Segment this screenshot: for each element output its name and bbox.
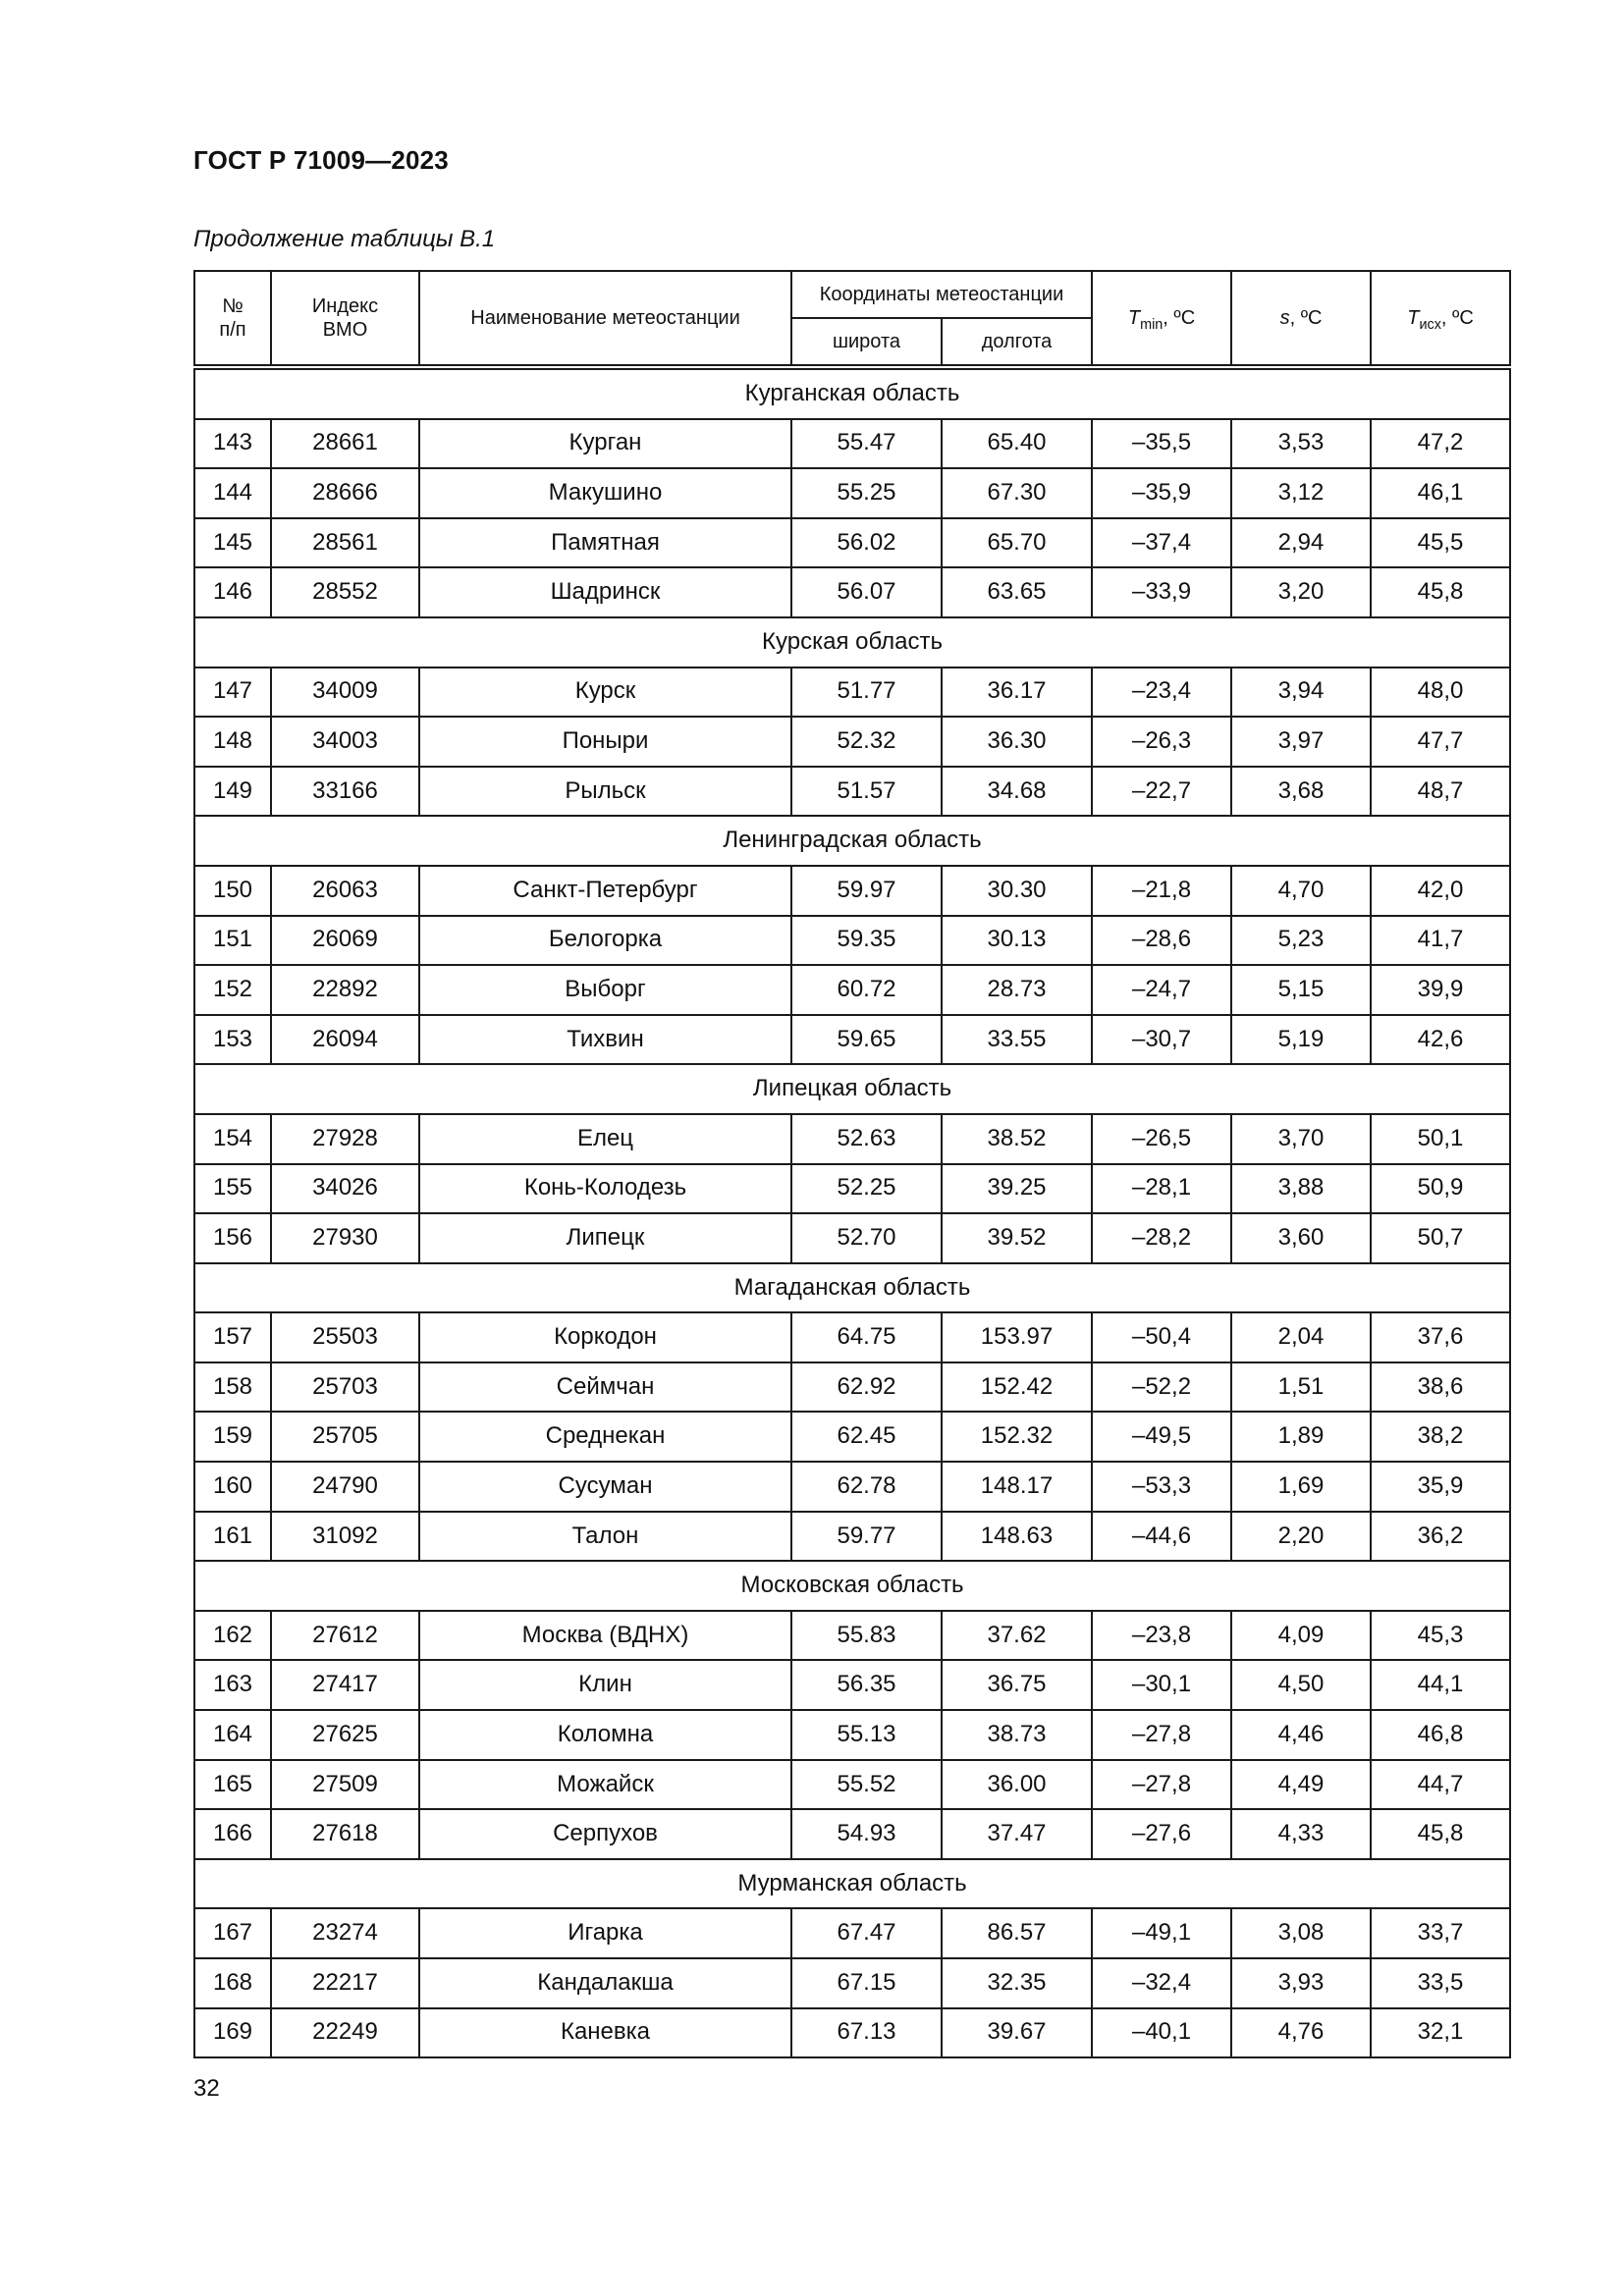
cell-latitude: 55.13 [791,1710,942,1760]
cell-tisx: 41,7 [1371,916,1510,966]
cell-num: 167 [194,1908,271,1958]
cell-index: 26069 [271,916,419,966]
cell-longitude: 32.35 [942,1958,1092,2008]
cell-tmin: –37,4 [1092,518,1231,568]
cell-latitude: 52.32 [791,717,942,767]
cell-index: 34003 [271,717,419,767]
cell-tmin: –23,4 [1092,667,1231,718]
header-num: № п/п [194,271,271,367]
cell-latitude: 55.47 [791,419,942,469]
table-row [194,1312,1510,1362]
cell-latitude: 54.93 [791,1809,942,1859]
cell-latitude: 51.77 [791,667,942,718]
cell-station-name: Серпухов [419,1809,791,1859]
cell-tisx: 46,1 [1371,468,1510,518]
cell-tisx: 42,6 [1371,1015,1510,1065]
table-row [194,916,1510,966]
cell-station-name: Белогорка [419,916,791,966]
table-row [194,1015,1510,1065]
cell-longitude: 34.68 [942,767,1092,817]
cell-tisx: 44,7 [1371,1760,1510,1810]
header-tmin: $T_{min}$, ºC [1092,271,1231,367]
cell-tisx: 48,7 [1371,767,1510,817]
cell-s: 4,76 [1231,2008,1371,2058]
cell-tisx: 37,6 [1371,1312,1510,1362]
cell-num: 163 [194,1660,271,1710]
cell-tmin: –26,5 [1092,1114,1231,1164]
cell-s: 5,15 [1231,965,1371,1015]
cell-tisx: 44,1 [1371,1660,1510,1710]
cell-tisx: 36,2 [1371,1512,1510,1562]
cell-station-name: Сеймчан [419,1362,791,1413]
cell-index: 28552 [271,567,419,617]
cell-s: 4,09 [1231,1611,1371,1661]
cell-index: 27417 [271,1660,419,1710]
cell-s: 3,60 [1231,1213,1371,1263]
cell-index: 33166 [271,767,419,817]
cell-num: 149 [194,767,271,817]
header-latitude: широта [791,318,942,367]
header-station-name: Наименование метеостанции [419,271,791,367]
cell-num: 145 [194,518,271,568]
table-row [194,1512,1510,1562]
header-s: s, ºC [1231,271,1371,367]
cell-tisx: 47,7 [1371,717,1510,767]
cell-index: 22892 [271,965,419,1015]
cell-tmin: –50,4 [1092,1312,1231,1362]
cell-station-name: Игарка [419,1908,791,1958]
cell-index: 31092 [271,1512,419,1562]
cell-latitude: 59.97 [791,866,942,916]
cell-tisx: 35,9 [1371,1462,1510,1512]
table-row [194,1958,1510,2008]
region-name: Курская область [194,617,1510,667]
cell-latitude: 62.45 [791,1412,942,1462]
cell-tmin: –27,8 [1092,1710,1231,1760]
cell-index: 24790 [271,1462,419,1512]
table-row [194,1462,1510,1512]
cell-s: 3,12 [1231,468,1371,518]
cell-longitude: 38.52 [942,1114,1092,1164]
cell-index: 28666 [271,468,419,518]
cell-tmin: –28,6 [1092,916,1231,966]
cell-latitude: 56.02 [791,518,942,568]
cell-s: 4,50 [1231,1660,1371,1710]
cell-num: 165 [194,1760,271,1810]
cell-tmin: –35,9 [1092,468,1231,518]
cell-longitude: 33.55 [942,1015,1092,1065]
cell-latitude: 60.72 [791,965,942,1015]
cell-station-name: Кандалакша [419,1958,791,2008]
cell-latitude: 51.57 [791,767,942,817]
table-row [194,1760,1510,1810]
cell-tisx: 45,3 [1371,1611,1510,1661]
cell-longitude: 148.17 [942,1462,1092,1512]
cell-tisx: 38,2 [1371,1412,1510,1462]
cell-tisx: 39,9 [1371,965,1510,1015]
cell-index: 25703 [271,1362,419,1413]
cell-tmin: –49,1 [1092,1908,1231,1958]
cell-s: 1,89 [1231,1412,1371,1462]
cell-tisx: 45,8 [1371,567,1510,617]
cell-longitude: 148.63 [942,1512,1092,1562]
cell-latitude: 59.77 [791,1512,942,1562]
cell-s: 4,46 [1231,1710,1371,1760]
cell-longitude: 30.30 [942,866,1092,916]
cell-latitude: 67.13 [791,2008,942,2058]
cell-s: 4,70 [1231,866,1371,916]
cell-tmin: –24,7 [1092,965,1231,1015]
cell-s: 2,94 [1231,518,1371,568]
cell-longitude: 37.47 [942,1809,1092,1859]
cell-longitude: 37.62 [942,1611,1092,1661]
cell-tisx: 50,9 [1371,1164,1510,1214]
table-row [194,1362,1510,1413]
document-header: ГОСТ Р 71009—2023 [193,145,449,175]
region-row [194,617,1510,667]
region-row [194,1263,1510,1313]
table-row [194,1660,1510,1710]
stations-table [193,270,1511,2058]
cell-s: 4,49 [1231,1760,1371,1810]
cell-s: 3,97 [1231,717,1371,767]
cell-latitude: 52.63 [791,1114,942,1164]
cell-station-name: Курган [419,419,791,469]
cell-tmin: –49,5 [1092,1412,1231,1462]
cell-s: 3,08 [1231,1908,1371,1958]
table-row [194,419,1510,469]
cell-station-name: Курск [419,667,791,718]
cell-longitude: 39.52 [942,1213,1092,1263]
cell-index: 27618 [271,1809,419,1859]
cell-index: 25705 [271,1412,419,1462]
cell-longitude: 36.75 [942,1660,1092,1710]
cell-num: 169 [194,2008,271,2058]
region-row [194,1561,1510,1611]
cell-num: 146 [194,567,271,617]
table-row [194,2008,1510,2058]
cell-s: 2,04 [1231,1312,1371,1362]
cell-station-name: Коломна [419,1710,791,1760]
table-row [194,1809,1510,1859]
cell-num: 156 [194,1213,271,1263]
table-row [194,518,1510,568]
cell-station-name: Каневка [419,2008,791,2058]
cell-longitude: 65.70 [942,518,1092,568]
cell-longitude: 28.73 [942,965,1092,1015]
cell-longitude: 38.73 [942,1710,1092,1760]
cell-s: 1,69 [1231,1462,1371,1512]
cell-index: 28661 [271,419,419,469]
cell-latitude: 56.07 [791,567,942,617]
cell-s: 4,33 [1231,1809,1371,1859]
cell-num: 168 [194,1958,271,2008]
cell-num: 154 [194,1114,271,1164]
cell-index: 25503 [271,1312,419,1362]
cell-s: 3,70 [1231,1114,1371,1164]
cell-station-name: Можайск [419,1760,791,1810]
cell-station-name: Конь-Колодезь [419,1164,791,1214]
region-row [194,1859,1510,1909]
cell-num: 160 [194,1462,271,1512]
cell-station-name: Тихвин [419,1015,791,1065]
cell-tisx: 50,1 [1371,1114,1510,1164]
cell-tmin: –23,8 [1092,1611,1231,1661]
cell-num: 152 [194,965,271,1015]
cell-latitude: 56.35 [791,1660,942,1710]
region-name: Мурманская область [194,1859,1510,1909]
cell-s: 5,23 [1231,916,1371,966]
region-name: Магаданская область [194,1263,1510,1313]
cell-tmin: –35,5 [1092,419,1231,469]
cell-latitude: 67.15 [791,1958,942,2008]
cell-latitude: 52.70 [791,1213,942,1263]
table-row [194,767,1510,817]
table-row [194,866,1510,916]
cell-num: 144 [194,468,271,518]
cell-num: 143 [194,419,271,469]
cell-tmin: –28,2 [1092,1213,1231,1263]
cell-s: 3,94 [1231,667,1371,718]
cell-tisx: 45,8 [1371,1809,1510,1859]
table-row [194,1412,1510,1462]
cell-index: 27625 [271,1710,419,1760]
header-tisx: $T_{исх}$, ºC [1371,271,1510,367]
cell-index: 26094 [271,1015,419,1065]
cell-tmin: –21,8 [1092,866,1231,916]
table-row [194,1164,1510,1214]
cell-num: 151 [194,916,271,966]
cell-station-name: Клин [419,1660,791,1710]
cell-latitude: 59.35 [791,916,942,966]
cell-s: 3,93 [1231,1958,1371,2008]
table-row [194,667,1510,718]
cell-station-name: Талон [419,1512,791,1562]
cell-num: 157 [194,1312,271,1362]
cell-latitude: 55.25 [791,468,942,518]
cell-longitude: 86.57 [942,1908,1092,1958]
region-name: Курганская область [194,367,1510,419]
table-row [194,1611,1510,1661]
cell-index: 34009 [271,667,419,718]
cell-station-name: Поныри [419,717,791,767]
cell-index: 27509 [271,1760,419,1810]
cell-tmin: –33,9 [1092,567,1231,617]
region-name: Ленинградская область [194,816,1510,866]
table-row [194,1114,1510,1164]
cell-tisx: 47,2 [1371,419,1510,469]
cell-index: 27930 [271,1213,419,1263]
cell-s: 3,53 [1231,419,1371,469]
cell-longitude: 36.17 [942,667,1092,718]
cell-station-name: Санкт-Петербург [419,866,791,916]
cell-s: 3,20 [1231,567,1371,617]
cell-longitude: 152.42 [942,1362,1092,1413]
cell-station-name: Среднекан [419,1412,791,1462]
cell-index: 27928 [271,1114,419,1164]
cell-station-name: Выборг [419,965,791,1015]
cell-station-name: Сусуман [419,1462,791,1512]
cell-latitude: 52.25 [791,1164,942,1214]
cell-tisx: 32,1 [1371,2008,1510,2058]
cell-tmin: –22,7 [1092,767,1231,817]
region-row [194,367,1510,419]
table-row [194,965,1510,1015]
header-longitude: долгота [942,318,1092,367]
cell-tmin: –27,8 [1092,1760,1231,1810]
cell-num: 162 [194,1611,271,1661]
cell-longitude: 152.32 [942,1412,1092,1462]
cell-longitude: 36.30 [942,717,1092,767]
table-row [194,468,1510,518]
cell-tisx: 46,8 [1371,1710,1510,1760]
table-body [194,367,1510,2057]
cell-tmin: –40,1 [1092,2008,1231,2058]
cell-longitude: 36.00 [942,1760,1092,1810]
cell-s: 5,19 [1231,1015,1371,1065]
cell-s: 2,20 [1231,1512,1371,1562]
region-row [194,816,1510,866]
cell-tmin: –27,6 [1092,1809,1231,1859]
header-index: Индекс ВМО [271,271,419,367]
cell-latitude: 55.52 [791,1760,942,1810]
cell-tmin: –30,1 [1092,1660,1231,1710]
cell-index: 26063 [271,866,419,916]
cell-tisx: 38,6 [1371,1362,1510,1413]
cell-station-name: Липецк [419,1213,791,1263]
cell-tmin: –26,3 [1092,717,1231,767]
cell-index: 27612 [271,1611,419,1661]
cell-longitude: 30.13 [942,916,1092,966]
table-caption: Продолжение таблицы В.1 [193,226,496,252]
cell-tmin: –44,6 [1092,1512,1231,1562]
cell-station-name: Рыльск [419,767,791,817]
table-row [194,1213,1510,1263]
cell-longitude: 63.65 [942,567,1092,617]
cell-num: 158 [194,1362,271,1413]
table-row [194,1710,1510,1760]
header-coordinates: Координаты метеостанции [791,271,1092,318]
region-name: Липецкая область [194,1064,1510,1114]
cell-tisx: 42,0 [1371,866,1510,916]
cell-num: 155 [194,1164,271,1214]
cell-tisx: 45,5 [1371,518,1510,568]
cell-s: 1,51 [1231,1362,1371,1413]
cell-latitude: 62.78 [791,1462,942,1512]
cell-tisx: 48,0 [1371,667,1510,718]
cell-s: 3,88 [1231,1164,1371,1214]
cell-index: 28561 [271,518,419,568]
cell-num: 153 [194,1015,271,1065]
cell-tisx: 50,7 [1371,1213,1510,1263]
cell-station-name: Макушино [419,468,791,518]
cell-num: 147 [194,667,271,718]
cell-station-name: Памятная [419,518,791,568]
cell-num: 148 [194,717,271,767]
region-name: Московская область [194,1561,1510,1611]
region-row [194,1064,1510,1114]
cell-tisx: 33,7 [1371,1908,1510,1958]
cell-station-name: Шадринск [419,567,791,617]
cell-longitude: 39.25 [942,1164,1092,1214]
cell-longitude: 65.40 [942,419,1092,469]
cell-latitude: 62.92 [791,1362,942,1413]
cell-latitude: 67.47 [791,1908,942,1958]
cell-index: 22249 [271,2008,419,2058]
cell-s: 3,68 [1231,767,1371,817]
cell-longitude: 67.30 [942,468,1092,518]
cell-station-name: Коркодон [419,1312,791,1362]
cell-num: 150 [194,866,271,916]
page-number: 32 [193,2075,220,2102]
cell-station-name: Москва (ВДНХ) [419,1611,791,1661]
cell-num: 166 [194,1809,271,1859]
cell-tmin: –30,7 [1092,1015,1231,1065]
cell-longitude: 39.67 [942,2008,1092,2058]
cell-num: 161 [194,1512,271,1562]
cell-tisx: 33,5 [1371,1958,1510,2008]
cell-latitude: 59.65 [791,1015,942,1065]
cell-tmin: –52,2 [1092,1362,1231,1413]
table-row [194,1908,1510,1958]
cell-tmin: –53,3 [1092,1462,1231,1512]
cell-station-name: Елец [419,1114,791,1164]
cell-num: 159 [194,1412,271,1462]
cell-tmin: –32,4 [1092,1958,1231,2008]
cell-latitude: 55.83 [791,1611,942,1661]
cell-index: 34026 [271,1164,419,1214]
cell-tmin: –28,1 [1092,1164,1231,1214]
cell-num: 164 [194,1710,271,1760]
cell-longitude: 153.97 [942,1312,1092,1362]
table-row [194,567,1510,617]
table-row [194,717,1510,767]
cell-index: 22217 [271,1958,419,2008]
cell-index: 23274 [271,1908,419,1958]
cell-latitude: 64.75 [791,1312,942,1362]
